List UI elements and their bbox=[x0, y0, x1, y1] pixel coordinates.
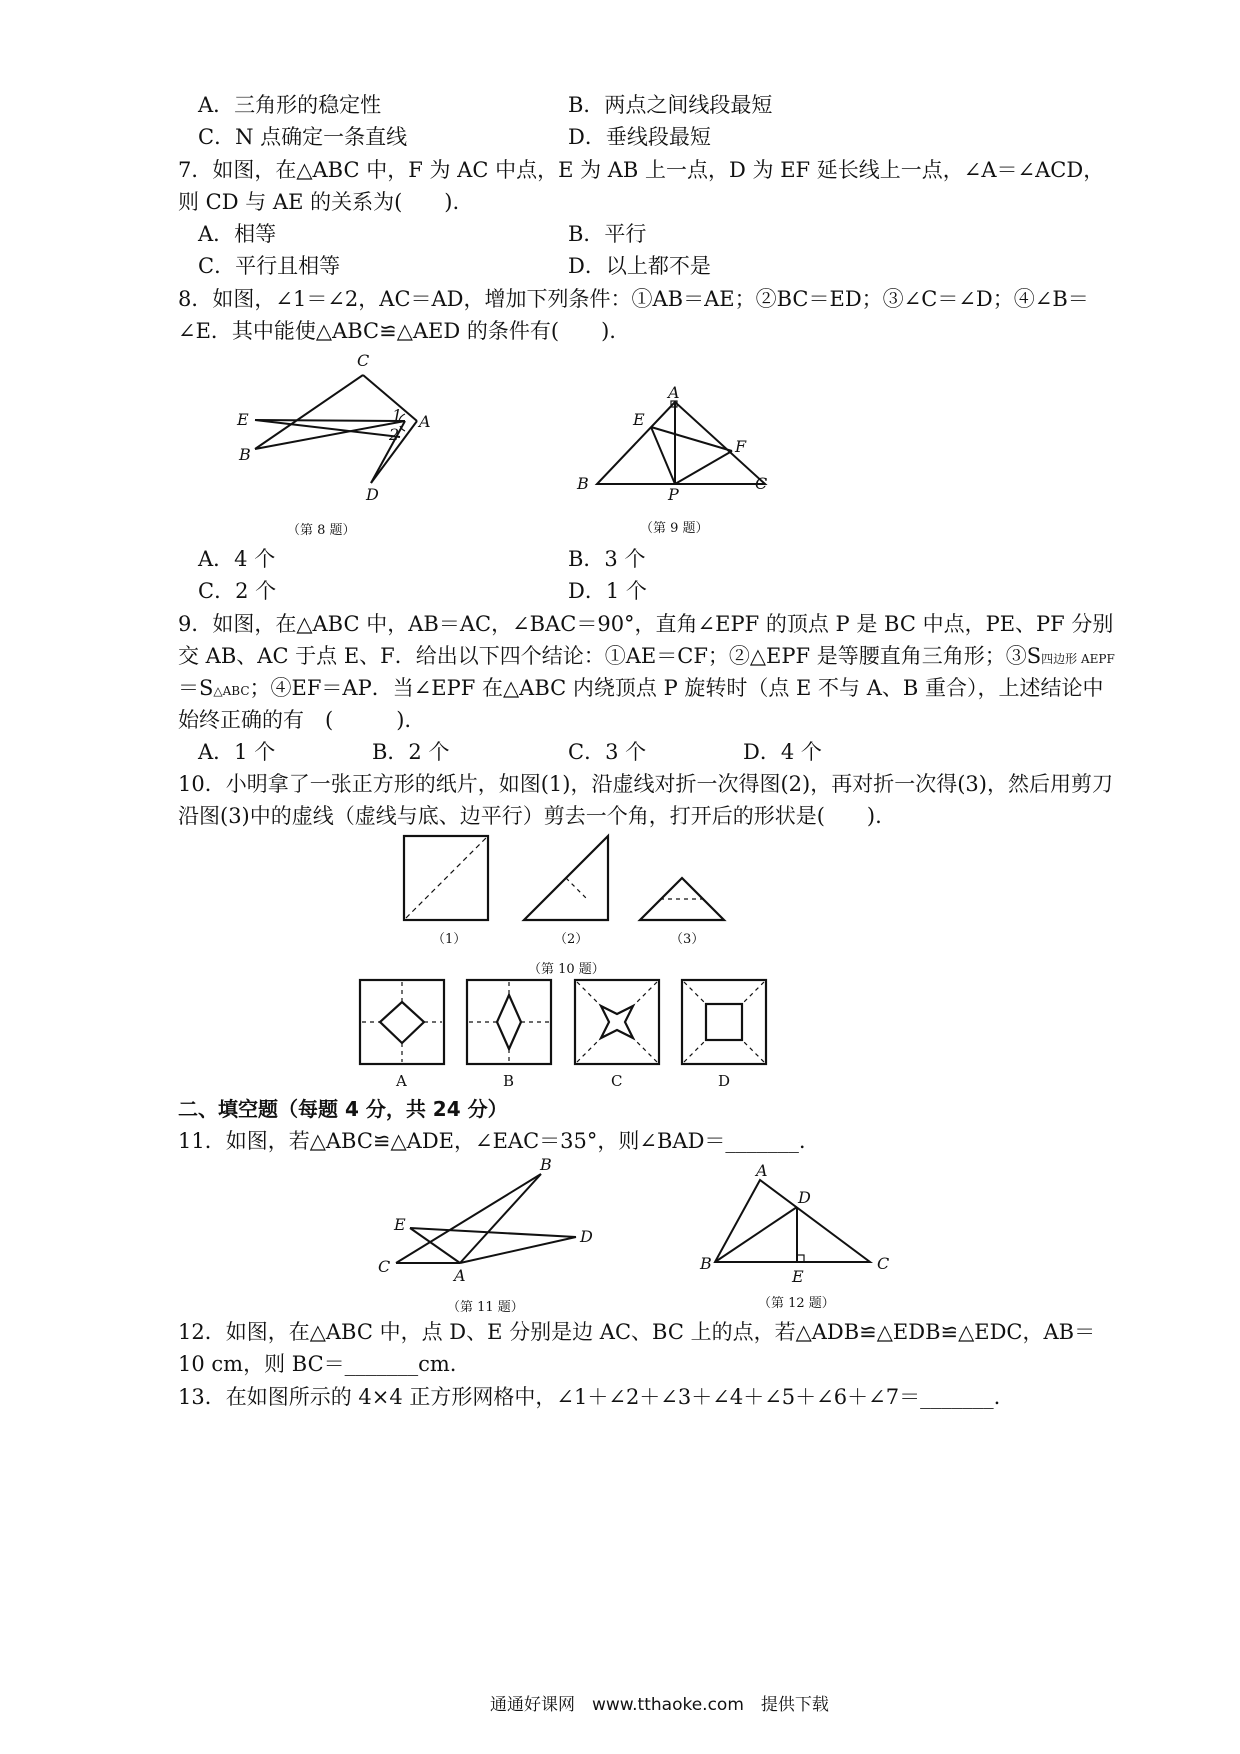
fig10-choice-a: A bbox=[396, 1072, 407, 1090]
q12-stem-line1: 12．如图，在△ABC 中，点 D、E 分别是边 AC、BC 上的点，若△ADB≌△EDB≌△EDC，AB＝ bbox=[178, 1320, 1096, 1344]
fig11-label-a: A bbox=[454, 1266, 466, 1285]
fig10-choice-b: B bbox=[503, 1072, 515, 1090]
fig9-label-e: E bbox=[633, 410, 645, 429]
q6-option-b: B．两点之间线段最短 bbox=[568, 93, 773, 117]
fig9-caption: （第 9 题） bbox=[640, 521, 709, 536]
q8-option-c: C．2 个 bbox=[198, 579, 277, 603]
fig8-angle-1: 1 bbox=[392, 406, 403, 425]
figure-10-steps bbox=[404, 836, 724, 920]
q9-stem-line1: 9．如图，在△ABC 中，AB＝AC，∠BAC＝90°，直角∠EPF 的顶点 P 是 BC 中点，PE、PF 分别 bbox=[178, 612, 1114, 636]
fig10-label-1: （1） bbox=[432, 932, 467, 947]
figure-12 bbox=[715, 1180, 870, 1262]
q7-stem-line2: 则 CD 与 AE 的关系为( ). bbox=[178, 190, 460, 214]
fig11-label-c: C bbox=[378, 1257, 391, 1276]
q7-option-d: D．以上都不是 bbox=[568, 254, 711, 278]
figure-10-choices bbox=[360, 980, 766, 1064]
q6-option-d: D．垂线段最短 bbox=[568, 125, 711, 149]
fig9-label-f: F bbox=[735, 437, 747, 456]
fig11-label-e: E bbox=[394, 1215, 406, 1234]
fig10-choice-c: C bbox=[611, 1072, 623, 1090]
fig11-label-d: D bbox=[580, 1227, 593, 1246]
q7-stem-line1: 7．如图，在△ABC 中，F 为 AC 中点，E 为 AB 上一点，D 为 EF 延长线上一点，∠A＝∠ACD， bbox=[178, 158, 1105, 182]
fig8-angle-2: 2 bbox=[389, 425, 400, 444]
fig8-caption: （第 8 题） bbox=[287, 523, 356, 538]
fig10-label-2: （2） bbox=[554, 932, 589, 947]
fig9-label-c: C bbox=[755, 474, 768, 493]
q7-option-c: C．平行且相等 bbox=[198, 254, 341, 278]
fig8-label-a: A bbox=[419, 412, 431, 431]
q9-option-c: C．3 个 bbox=[568, 740, 647, 764]
q8-option-b: B．3 个 bbox=[568, 547, 646, 571]
q6-option-a: A．三角形的稳定性 bbox=[198, 93, 382, 117]
fig11-label-b: B bbox=[540, 1155, 552, 1174]
fig8-label-d: D bbox=[366, 485, 379, 504]
q7-option-a: A．相等 bbox=[198, 222, 277, 246]
q9-option-a: A．1 个 bbox=[198, 740, 276, 764]
q12-stem-line2: 10 cm，则 BC＝_______cm. bbox=[178, 1352, 457, 1376]
fig12-label-a: A bbox=[756, 1161, 768, 1180]
q8-stem-line1: 8．如图，∠1＝∠2，AC＝AD，增加下列条件：①AB＝AE；②BC＝ED；③∠C＝∠D；④∠B＝ bbox=[178, 287, 1089, 311]
q9-option-d: D．4 个 bbox=[743, 740, 822, 764]
q13-stem-line1: 13．在如图所示的 4×4 正方形网格中，∠1＋∠2＋∠3＋∠4＋∠5＋∠6＋∠7＝_______. bbox=[178, 1385, 1001, 1409]
q9-subscript-quad: 四边形 AEPF bbox=[1041, 652, 1115, 666]
fig9-label-b: B bbox=[577, 474, 589, 493]
fig8-label-c: C bbox=[357, 351, 370, 370]
fig12-label-e: E bbox=[792, 1267, 804, 1286]
fig8-label-b: B bbox=[239, 445, 251, 464]
page-footer: 通通好课网 www.tthaoke.com 提供下载 bbox=[490, 1695, 829, 1715]
q9-stem-line2: 交 AB、AC 于点 E、F．给出以下四个结论：①AE＝CF；②△EPF 是等腰直角三角形；③S四边形 AEPF bbox=[178, 644, 1115, 668]
fig9-label-a: A bbox=[668, 383, 680, 402]
q9-subscript-triangle: △ABC bbox=[213, 684, 250, 698]
fig8-label-e: E bbox=[237, 410, 249, 429]
q6-option-c: C．N 点确定一条直线 bbox=[198, 125, 408, 149]
fig10-choice-d: D bbox=[718, 1072, 731, 1090]
fig12-label-b: B bbox=[700, 1254, 712, 1273]
section-2-title: 二、填空题（每题 4 分，共 24 分） bbox=[178, 1097, 508, 1121]
q8-option-d: D．1 个 bbox=[568, 579, 647, 603]
fig12-caption: （第 12 题） bbox=[758, 1296, 835, 1311]
q8-stem-line2: ∠E．其中能使△ABC≌△AED 的条件有( ). bbox=[178, 319, 616, 343]
fig11-caption: （第 11 题） bbox=[447, 1300, 524, 1315]
fig10-caption: （第 10 题） bbox=[528, 962, 605, 977]
q9-option-b: B．2 个 bbox=[372, 740, 450, 764]
q10-stem-line2: 沿图(3)中的虚线（虚线与底、边平行）剪去一个角，打开后的形状是( ). bbox=[178, 804, 882, 828]
figure-11 bbox=[396, 1174, 576, 1263]
q7-option-b: B．平行 bbox=[568, 222, 647, 246]
fig12-label-d: D bbox=[798, 1188, 811, 1207]
q11-stem-line1: 11．如图，若△ABC≌△ADE，∠EAC＝35°，则∠BAD＝_______. bbox=[178, 1129, 806, 1153]
q9-stem-line3: ＝S△ABC；④EF＝AP．当∠EPF 在△ABC 内绕顶点 P 旋转时（点 E 不与 A、B 重合），上述结论中 bbox=[178, 676, 1104, 700]
fig12-label-c: C bbox=[877, 1254, 890, 1273]
fig10-label-3: （3） bbox=[670, 932, 705, 947]
q8-option-a: A．4 个 bbox=[198, 547, 276, 571]
q9-stem-line4: 始终正确的有 ( ). bbox=[178, 708, 412, 732]
fig9-label-p: P bbox=[668, 485, 679, 504]
q10-stem-line1: 10．小明拿了一张正方形的纸片，如图(1)，沿虚线对折一次得图(2)，再对折一次得(3)，然后用剪刀 bbox=[178, 772, 1113, 796]
